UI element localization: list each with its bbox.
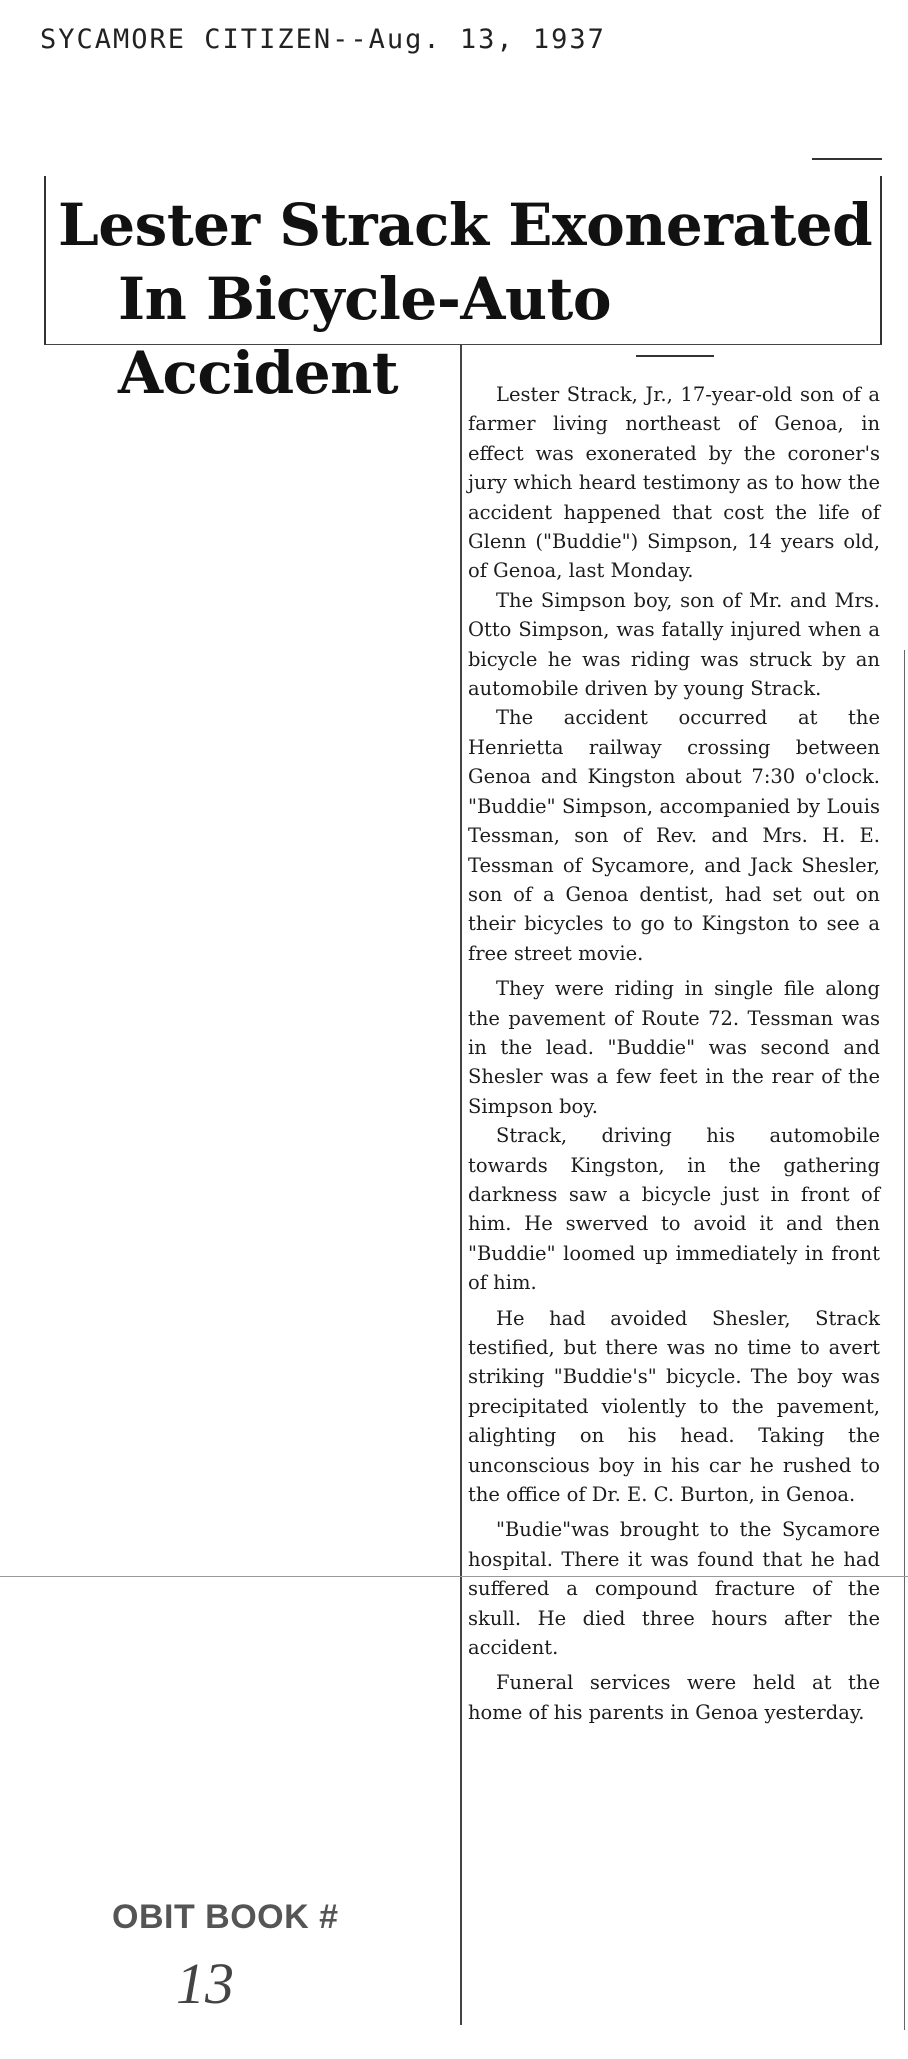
top-rule — [812, 158, 882, 160]
headline-divider — [636, 355, 714, 357]
paragraph: They were riding in single file along the pavement of Route 72. Tessman was in the lead. "Buddie" was second and Shesler was a few feet in the rear of the Simpson boy. — [468, 977, 880, 1118]
source-line: SYCAMORE CITIZEN--Aug. 13, 1937 — [40, 24, 606, 55]
headline-line-2: In Bicycle-Auto Accident — [118, 265, 612, 407]
headline — [58, 188, 908, 410]
paragraph: Strack, driving his automobile towards Kingston, in the gathering darkness saw a bicycle just in front of him. He swerved to avoid it and then "Buddie" loomed up immediately in front of him. — [468, 1124, 880, 1295]
paragraph: The accident occurred at the Henrietta railway crossing between Genoa and Kingston about 7:30 o'clock. "Buddie" Simpson, accompanied by Louis Tessman, son of Rev. and Mrs. H. E. Tessman of Sycamore, and Jack Shesler, son of a Genoa dentist, had set out on their bicycles to go to Kingston to see a free street movie. — [468, 706, 880, 965]
paragraph: Lester Strack, Jr., 17-year-old son of a farmer living northeast of Genoa, in effect was exonerated by the coroner's jury which heard testimony as to how the accident happened that cost the life of Glenn ("Buddie") Simpson, 14 years old, of Genoa, last Monday. — [468, 383, 880, 583]
paragraph: "Budie"was brought to the Sycamore hospital. There it was found that he had suffered a compound fracture of the skull. He died three hours after the accident. — [468, 1518, 880, 1660]
column-rule-right — [904, 650, 905, 2030]
paragraph: He had avoided Shesler, Strack testified, but there was no time to avert striking "Buddie's" bicycle. The boy was precipitated violently to the pavement, alighting on his head. Taking the unconscious boy in his car he rushed to the office of Dr. E. C. Burton, in Genoa. — [468, 1306, 880, 1507]
paragraph: Funeral services were held at the home of his parents in Genoa yesterday. — [468, 1671, 880, 1724]
column-rule-left — [460, 345, 462, 2025]
paragraph: The Simpson boy, son of Mr. and Mrs. Otto Simpson, was fatally injured when a bicycle he was riding was struck by an automobile driven by young Strack. — [468, 588, 880, 701]
obit-book-stamp: OBIT BOOK # — [112, 1898, 339, 1936]
article-body — [468, 380, 880, 1727]
headline-line-1: Lester Strack Exonerated — [58, 191, 873, 259]
obit-book-number: 13 — [176, 1951, 234, 2016]
